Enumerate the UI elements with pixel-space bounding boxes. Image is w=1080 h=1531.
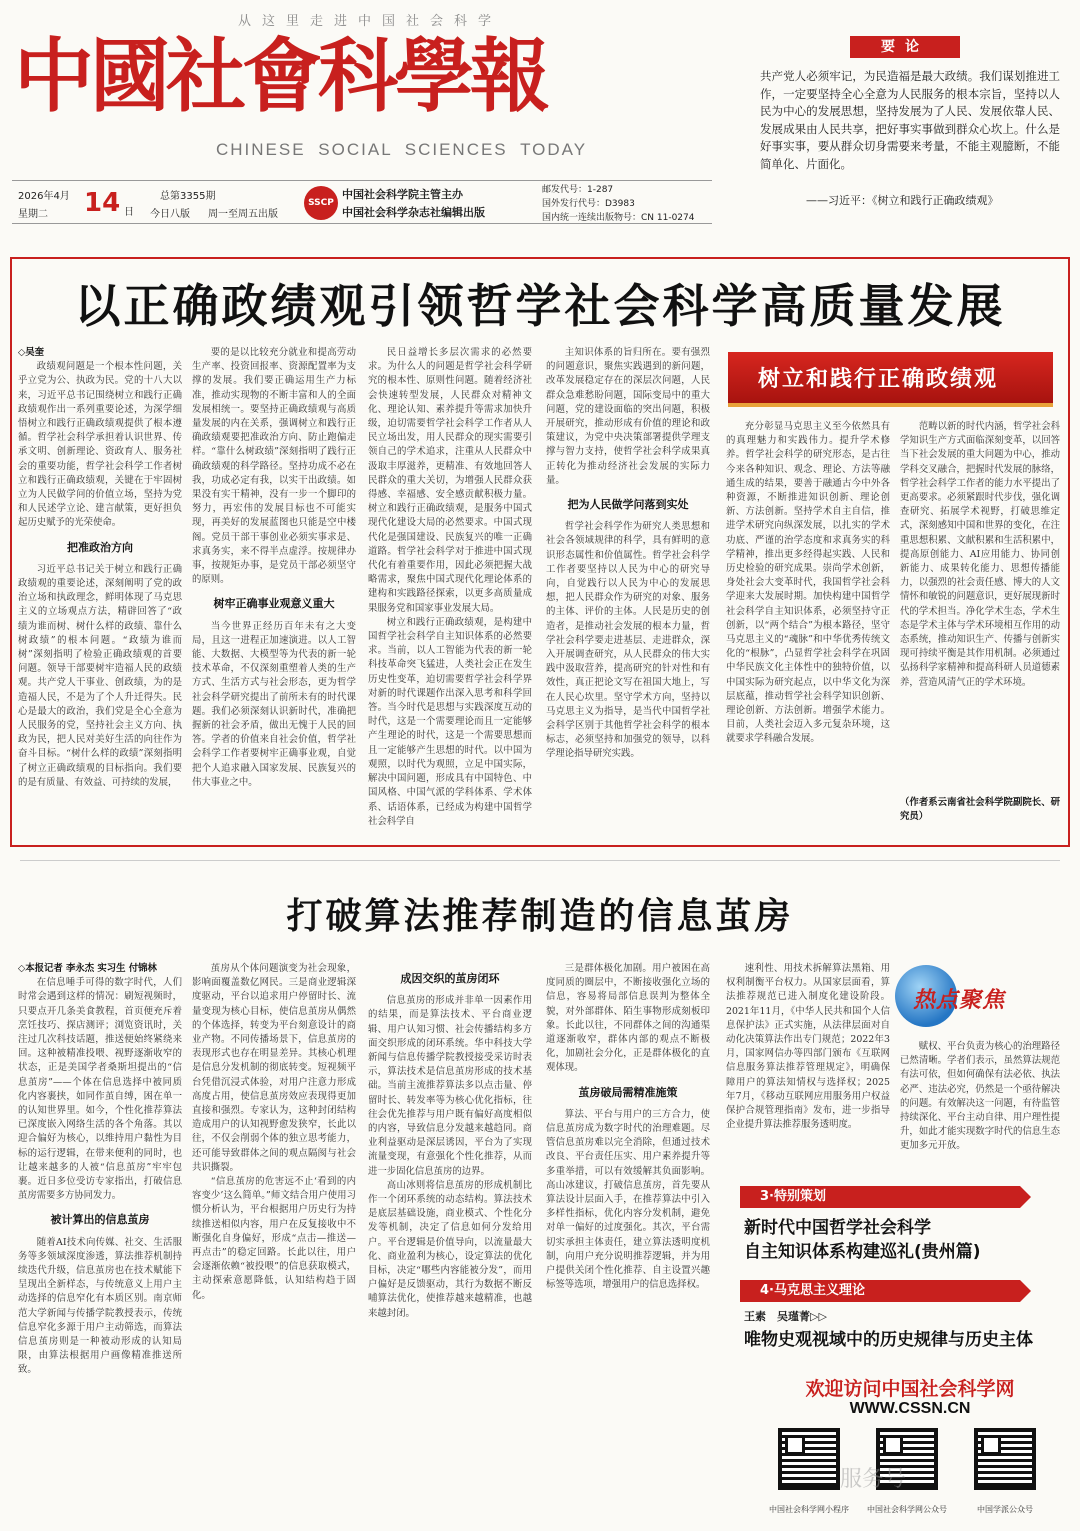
banner-title: 树立和践行正确政绩观 — [758, 367, 999, 392]
second-headline[interactable]: 打破算法推荐制造的信息茧房 — [286, 896, 794, 937]
paragraph: 树立和践行正确政绩观，是构建中国哲学社会科学自主知识体系的必然要求。当前，以人工智能为代表的新一轮科技革命突飞猛进，人类社会正在发生历史性变革，迫切需要哲学社会科学界对新的时代课题作出深入思考和科学回答。当今时代是思想与实践深度互动的时代，这是一个需要理论而且一定能够产生理论的时代，这是一个需要思想而且一定能够产生思想的时代。以中国为观照，以时代为观照，立足中国实际，解决中国问题，形成具有中国特色、中国风格、中国气派的学科体系、学术体系、话语体系，已经成为构建中国哲学社会科学自 — [368, 616, 532, 827]
paragraph: 范畴以新的时代内涵，哲学社会科学知识生产方式面临深刻变革，以回答当下社会发展的重大问题为中心，推动学科交叉融合，把握时代发展的脉络，哲学社会科学工作者的能力水平提出了更高要求。必须紧跟时代步伐，强化调查研究、拓展学术视野，打破思维定式，深刻感知中国和世界的变化，在注重思想积累、文献积累和生活积累中，提高原创能力、AI应用能力、协同创新能力、成果转化能力、思想传播能力，以强烈的社会责任感、博大的人文情怀和敏锐的问题意识，更好展现新时代的学术担当。净化学术生态，学术生态是学术主体与学术环境相互作用的动态系统，推动知识生产、传播与创新实现可持续平衡是其作用机制。必须通过弘扬科学家精神和提高科研人员道德素养，营造风清气正的学术环境。 — [900, 421, 1060, 688]
paragraph: 三是群体极化加剧。用户被困在高度同质的圈层中，不断接收强化立场的信息，容易将局部信息误判为整体全貌，对外部群体、陌生事物形成刻板印象。长此以往，不同群体之间的沟通渠道逐渐收窄，群体内部的观点不断极化，加剧社会分化，正是群体极化的直观体现。 — [546, 963, 710, 1074]
postal-code: 邮发代号：1-287 — [542, 185, 614, 195]
article1-column-1 — [18, 346, 182, 838]
column-banner — [728, 352, 1053, 407]
article1-subhead-1: 把准政治方向 — [67, 540, 133, 554]
paragraph: 茧房从个体问题演变为社会现象，影响面覆盖数亿网民。三是商业逻辑深度驱动，平台以追求用户停留时长、流量变现为核心目标，使信息茧房从偶然的个体选择，转变为平台刻意设计的商业产物。不同传播场景下，信息茧房的表现形式也存在明显差异。其核心机理是信息分发机制的彻底转变。短视频平台凭借沉浸式体验，对用户注意力形成高度占用，使信息茧房效应表现得更加直接和强烈。专家认为，这种封闭结构造成用户的认知视野愈发狭窄，长此以往，不仅会削弱个体的独立思考能力，还可能导致群体之间的观点隔阂与社会共识撕裂。 — [192, 963, 356, 1173]
section-divider — [20, 860, 1060, 861]
sponsor-line-1: 中国社会科学院主管主办 — [342, 188, 463, 201]
masthead-slogan: 从这里走进中国社会科学 — [237, 14, 502, 29]
newspaper-masthead: 中國社會科學報 — [14, 29, 546, 123]
article1-column-6 — [900, 420, 1060, 840]
sponsor-line-2: 中国社会科学杂志社编辑出版 — [342, 206, 485, 219]
article2-subhead-2: 成因交织的茧房闭环 — [400, 972, 500, 985]
paragraph: 速利性、用技术拆解算法黑箱、用权利制衡平台权力。从国家层面看，算法推荐规范已进入制度化建设阶段。2021年11月，《中华人民共和国个人信息保护法》正式实施，从法律层面对自动化决策算法作出专门规范；2022年3月，国家网信办等四部门颁布《互联网信息服务算法推荐管理规定》，明确保障用户的算法知情权与选择权；2025年7月，《移动互联网应用服务用户权益保护合规管理指南》发布，进一步指导企业提升算法推荐服务透明度。 — [726, 963, 890, 1131]
yaolun-label: 要论 — [850, 36, 960, 58]
edition-count: 今日八版 — [150, 209, 190, 220]
paragraph: 民日益增长多层次需求的必然要求。为什么人的问题是哲学社会科学研究的根本性、原则性问题。随着经济社会快速转型发展，人民群众对精神文化、理论认知、素养提升等需求加快升级，迫切需要哲学社会科学工作者从人民立场出发，用人民群众的现实需要引领自己的学术追求，注重从人民群众中汲取丰厚滋养，更精准、有效地回答人民群众的重大关切，为增强人民群众获得感、幸福感、安全感贡献积极力量。树立和践行正确政绩观，是服务中国式现代化建设大局的必然要求。中国式现代化是强国建设、民族复兴的唯一正确道路。哲学社会科学对于推进中国式现代化有着重要作用，因此必须把握大战略需求，聚焦中国式现代化理论体系的建构和实践路径探索，以更多高质量成果服务党和国家事业发展大局。 — [368, 347, 532, 614]
article1-byline: （作者系云南省社会科学院副院长、研究员） — [900, 797, 1060, 823]
promo-tag-marxism[interactable]: 4·马克思主义理论 — [740, 1280, 1020, 1302]
article2-column-6 — [900, 1040, 1060, 1180]
qr-label-3: 中国学派公众号 — [977, 1505, 1033, 1514]
visit-cssn: 欢迎访问中国社会科学网 — [805, 1378, 1015, 1400]
article2-column-4 — [546, 962, 710, 1524]
promo-authors: 王素 吴瑾菁▷▷ — [744, 1310, 827, 1323]
issue-day-unit: 日 — [124, 207, 134, 218]
article1-subhead-3: 把为人民做学问落到实处 — [567, 498, 689, 512]
article1-column-3 — [368, 346, 532, 838]
article2-column-1 — [18, 962, 182, 1524]
paragraph: 充分彰显马克思主义至今依然具有的真理魅力和实践伟力。提升学术修养。哲学社会科学的研究形态，是古往今来各种知识、观念、理论、方法等融通生成的结果，要善于融通古今中外各种资源，不断推进知识创新、理论创新、方法创新。坚持学术自主自信，推进学术研究向纵深发展，以扎实的学术功底、严谨的治学态度和求真务实的科学精神，推出更多经得起实践、人民和历史检验的研究成果。崇尚学术创新，身处社会大变革时代，我国哲学社会科学迎来大发展时期。加快构建中国哲学社会科学自主知识体系，必须坚持守正创新，以“两个结合”为根本路径，坚守马克思主义的“魂脉”和中华优秀传统文化的“根脉”，凸显哲学社会科学在巩固中华民族文化主体性中的独特价值，以中国实际为研究起点，以中华文化为深层底蕴，推动哲学社会科学知识创新、理论创新、方法创新。增强学术能力。目前，人类社会迈入多元复杂环境，这就要求学科融合发展。 — [726, 421, 890, 745]
qr-label-1: 中国社会科学网小程序 — [769, 1505, 849, 1514]
issue-date: 2026年4月 — [18, 191, 70, 202]
quote-source: ——习近平：《树立和践行正确政绩观》 — [806, 194, 999, 207]
promo-tag-special[interactable]: 3·特别策划 — [740, 1186, 1020, 1208]
hot-topic-badge — [895, 965, 1070, 1035]
paragraph: 主知识体系的旨归所在。要有强烈的问题意识，聚焦实践遇到的新问题，改革发展稳定存在的深层次问题，人民群众急难愁盼问题，国际变局中的重大问题，党的建设面临的突出问题，积极开展研究，推动形成有价值的理论和政策建议，为党中央决策部署提供学理支撑与智力支持，使哲学社会科学成果真正转化为推动经济社会发展的实际力量。 — [546, 347, 710, 486]
qr-code-mini-program[interactable] — [778, 1428, 840, 1490]
paragraph: 当今世界正经历百年未有之大变局，且这一进程正加速演进。以人工智能、大数据、大模型等为代表的新一轮技术革命，不仅深刻重塑着人类的生产方式、生活方式与社会形态，更为哲学社会科学研究提出了前所未有的时代课题。我们必须深刻认识新时代，准确把握新的社会矛盾，做出无愧于人民的回答。学者的价值来自社会价值，哲学社会科学工作者要树牢正确事业观，自觉把个人追求融入国家发展、民族复兴的伟大事业之中。 — [192, 620, 356, 788]
article1-column-4 — [546, 346, 710, 838]
qr-code-chinese-school[interactable] — [974, 1428, 1036, 1490]
promo-title-2[interactable]: 唯物史观视域中的历史规律与历史主体 — [744, 1330, 1033, 1350]
article2-column-3 — [368, 962, 532, 1524]
article1-subhead-2: 树牢正确事业观意义重大 — [213, 597, 335, 611]
paragraph: 算法、平台与用户的三方合力，使信息茧房成为数字时代的治理难题。尽管信息茧房难以完全消除，但通过技术改良、平台责任压实、用户素养提升等多重举措，可以有效缓解其负面影响。高山冰建议，打破信息茧房，首先要从算法设计层面入手，在推荐算法中引入多样性指标，优化内容分发机制，避免对单一偏好的过度强化。其次，平台需切实承担主体责任，建立算法透明度机制，向用户充分说明推荐逻辑，并为用户提供关闭个性化推荐、自主设置兴趣标签等选项，增强用户的信息选择权。 — [546, 1108, 710, 1291]
paragraph: 赋权、平台负责为核心的治理路径已然清晰。学者们表示，虽然算法规范有法可依，但如何确保有法必依、执法必严、违法必究，仍然是一个亟待解决的问题。有效解决这一问题，有待监管持续深化、平台主动自律、用户理性提升，如此才能实现数字时代的信息生态更加多元开放。 — [900, 1041, 1060, 1152]
article2-author: ◇本报记者 李永杰 实习生 付锦林 — [18, 963, 157, 974]
article2-subhead-3: 茧房破局需精准施策 — [578, 1085, 678, 1099]
lead-headline[interactable]: 以正确政绩观引领哲学社会科学高质量发展 — [74, 279, 1006, 333]
paragraph: 在信息唾手可得的数字时代，人们时常会遇到这样的情况：刷短视频时，只要点开几条美食教程，首页便充斥着烹饪技巧、探店测评；浏览资讯时，关注过几次科技话题，推送便始终紧绕来回。这种被精准投喂、视野逐渐收窄的状态，正是美国学者桑斯坦提出的“信息茧房”——个体在信息选择中被同质化内容裹挟，如同作茧自缚，困在单一的认知世界里。如今，个性化推荐算法已深度嵌入网络生活的各个角落。其以迎合偏好为核心，以维持用户黏性为目标的运行逻辑，在带来便利的同时，也让越来越多的人被“信息茧房”牢牢包裹。近日多位受访专家指出，打破信息茧房需要多方协同发力。 — [18, 977, 182, 1202]
article1-author: ◇吴奎 — [18, 347, 44, 358]
issue-info-bar — [12, 180, 712, 224]
paragraph: 政绩观问题是一个根本性问题，关乎立党为公、执政为民。党的十八大以来，习近平总书记围绕树立和践行正确政绩观作出一系列重要论述，为深学细悟树立和践行正确政绩观提供了根本遵循。哲学社会科学承担着认识世界、传承文明、创新理论、资政育人、服务社会的重要功能，哲学社会科学工作者树立和践行正确政绩观，关键在于牢固树立为人民做学问的价值立场，坚持为党和人民述学立论、建言献策，更好担负起历史赋予的光荣使命。 — [18, 361, 182, 529]
article2-column-2 — [192, 962, 356, 1524]
paragraph: “信息茧房的危害远不止‘看到的内容变少’这么简单。”师文结合用户使用习惯分析认为，平台根据用户历史行为持续推送相似内容，用户在反复接收中不断强化自身偏好，形成“点击—推送—再点击”的稳定回路。长此以往，用户会逐渐依赖“被投喂”的信息获取模式，主动探索意愿降低，认知结构趋于固化。 — [192, 1176, 356, 1301]
paragraph: 高山冰则将信息茧房的形成机制比作一个闭环系统的动态结构。算法技术是底层基础设施，商业模式、个性化分发等机制，决定了信息如何分发给用户。平台逻辑是价值导向，以流量最大化、商业盈利为核心，设定算法的优化目标，决定“哪些内容能被分发”，而用户偏好是反馈驱动，其行为数据不断反哺算法优化，使推荐越来越精准，也越来越封闭。 — [368, 1179, 532, 1319]
sscp-logo: SSCP — [304, 186, 338, 220]
english-title: CHINESE SOCIAL SCIENCES TODAY — [216, 140, 588, 159]
article1-column-2 — [192, 346, 356, 838]
promo-title-1a[interactable]: 新时代中国哲学社会科学 — [744, 1218, 931, 1238]
issue-day: 14 — [84, 188, 121, 218]
qr-label-2: 中国社会科学网公众号 — [867, 1505, 947, 1514]
hot-topic-label: 热点聚焦 — [913, 988, 1006, 1013]
xi-quote: 共产党人必须牢记，为民造福是最大政绩。我们谋划推进工作，一定要坚持全心全意为人民服务的根本宗旨，坚持以人民为中心的发展思想，坚持发展为了人民、发展依靠人民、发展成果由人民共享，把好事实事做到群众心坎上。什么是好事实事，要从群众切身需要来考量，不能主观臆断，不能简单化、片面化。 — [760, 69, 1060, 171]
article2-column-5 — [726, 962, 890, 1180]
paragraph: 随着AI技术向传媒、社交、生活服务等多领域深度渗透，算法推荐机制持续迭代升级，信息茧房也在技术赋能下呈现出全新样态，与传统意义上用户主动选择的信息窄化有本质区别。南京师范大学新闻与传播学院教授表示，传统信息窄化多源于用户主动筛选，而算法信息茧房则是一种被动形成的认知局限，由算法根据用户画像精准推送所致。 — [18, 1236, 182, 1376]
promo-title-1b[interactable]: 自主知识体系构建巡礼(贵州篇) — [744, 1242, 981, 1262]
article2-subhead-1: 被计算出的信息茧房 — [50, 1213, 150, 1227]
intl-code: 国外发行代号：D3983 — [542, 199, 635, 209]
cssn-url[interactable]: WWW.CSSN.CN — [849, 1400, 971, 1417]
paragraph: 习近平总书记关于树立和践行正确政绩观的重要论述，深刻阐明了党的政治立场和执政理念，鲜明体现了马克思主义的立场观点方法，精辟回答了“政绩为谁而树、树什么样的政绩、靠什么树政绩”的根本问题。“政绩为谁而树”深刻指明了检验正确政绩观的首要问题。领导干部要树牢造福人民的政绩观。共产党人干事业、创政绩，为的是造福人民，不是为了个人升迁得失。民心是最大的政治，我们党是全心全意为人民服务的党，坚持社会主义方向、执政为民，把人民对美好生活的向往作为奋斗目标。“树什么样的政绩”深刻指明了树立正确政绩观的目标指向。我们要的是有质量、有效益、可持续的发展， — [18, 563, 182, 788]
yaolun-box — [746, 36, 1062, 218]
total-issue: 总第3355期 — [160, 191, 216, 202]
paragraph: 要的是以比较充分就业和提高劳动生产率、投资回报率、资源配置率为支撑的发展。我们要正确运用生产力标准，推动实现物的不断丰富和人的全面发展相统一。要坚持正确政绩观与高质量发展的内在关系，强调树立和践行正确政绩观要把准政治方向、防止跑偏走样。“靠什么树政绩”深刻指明了践行正确政绩观的科学路径。坚持功成不必在我，功成必定有我，以实干出政绩。如果没有实干精神，没有一步一个脚印的努力，再宏伟的发展目标也不可能实现，再美好的发展蓝图也只能是空中楼阁。党员干部干事创业必须实事求是、求真务实，来不得半点虚浮。按规律办事，按规矩办事，是党员干部必须坚守的原则。 — [192, 347, 356, 586]
issue-weekday: 星期二 — [18, 209, 48, 220]
paragraph: 信息茧房的形成并非单一因素作用的结果，而是算法技术、平台商业逻辑、用户认知习惯、社会传播结构多方面交织形成的闭环系统。华中科技大学新闻与信息传播学院教授接受采访时表示，算法技术是信息茧房形成的技术基础。当前主流推荐算法多以点击量、停留时长、转发率等为核心优化指标，往往会优先推荐与用户既有偏好高度相似的内容，导致信息分发越来越趋同。商业利益驱动是深层诱因，平台为了实现流量变现，有意强化个性化推荐，从而进一步固化信息茧房的边界。 — [368, 995, 532, 1177]
article1-column-5 — [726, 420, 890, 838]
watermark: 服务号 — [840, 1467, 907, 1492]
publish-schedule: 周一至周五出版 — [208, 209, 278, 220]
paragraph: 哲学社会科学作为研究人类思想和社会各领域规律的科学，具有鲜明的意识形态属性和价值属性。哲学社会科学工作者要坚持以人民为中心的研究导向，自觉践行以人民为中心的发展思想，把人民群众作为研究的对象、服务的主体、评价的主体。人民是历史的创造者，是推动社会发展的根本力量，哲学社会科学要走进基层、走进群众，深入开展调查研究，从人民群众的伟大实践中汲取营养，提高研究的针对性和有效性，真正把论文写在祖国大地上，写在人民心坎里。坚守学术方向，坚持以马克思主义为指导，是当代中国哲学社会科学区别于其他哲学社会科学的根本标志，必须坚持和加强党的领导，以科学理论指导研究实践。 — [546, 521, 710, 760]
cn-code: 国内统一连续出版物号：CN 11-0274 — [542, 213, 695, 223]
